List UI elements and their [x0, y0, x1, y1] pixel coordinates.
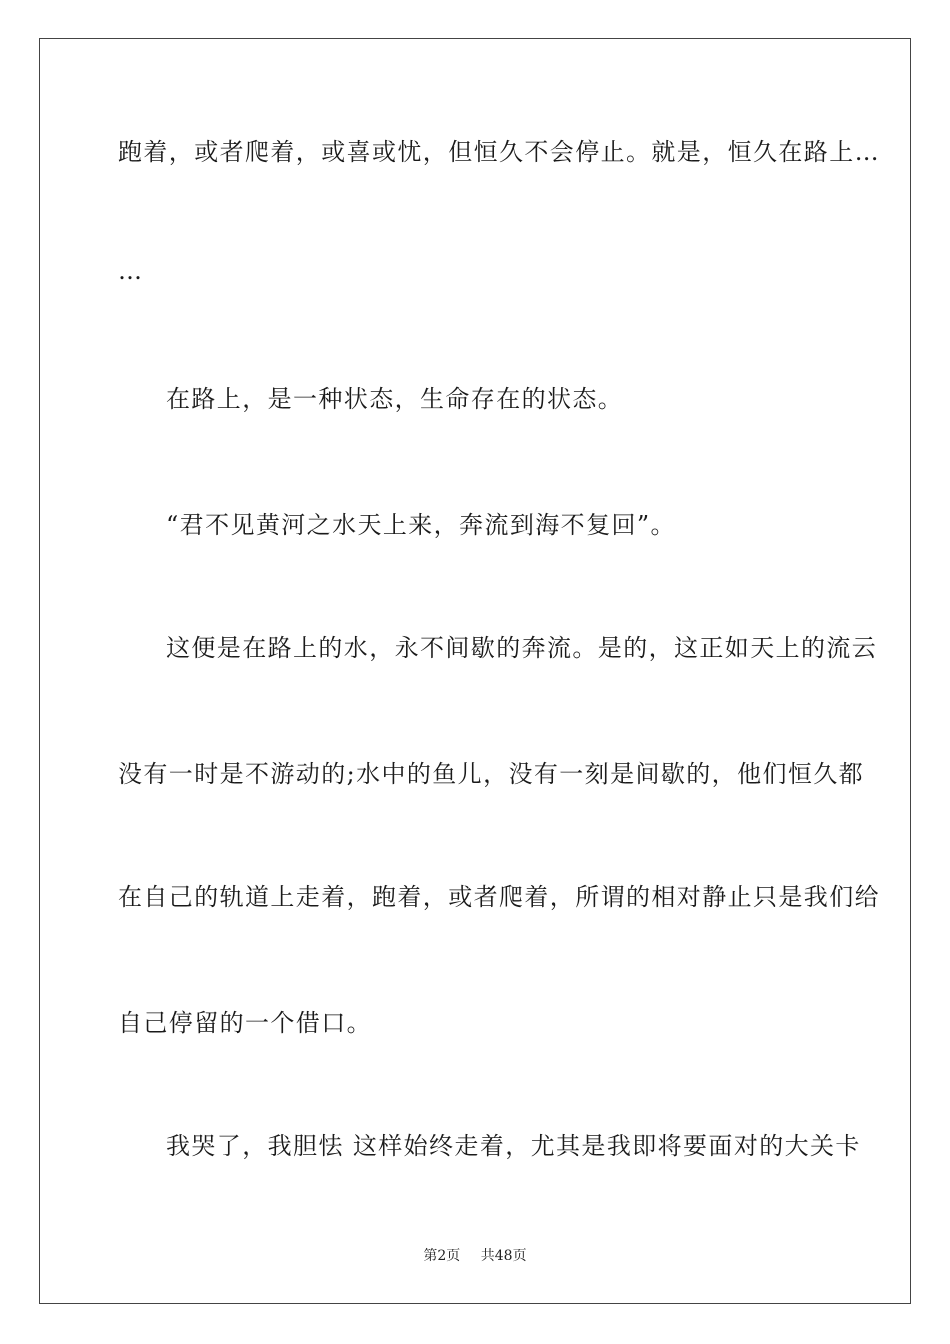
paragraph-line-2: …: [118, 257, 144, 285]
paragraph-line-4: “君不见黄河之水天上来，奔流到海不复回”。: [166, 511, 676, 539]
page-footer: [0, 1247, 950, 1265]
total-pages: 共48页: [480, 1248, 527, 1264]
paragraph-line-9: 我哭了，我胆怯 这样始终走着，尤其是我即将要面对的大关卡: [166, 1132, 861, 1160]
paragraph-line-1: 跑着，或者爬着，或喜或忧，但恒久不会停止。就是，恒久在路上…: [118, 138, 880, 166]
paragraph-line-7: 在自己的轨道上走着，跑着，或者爬着，所谓的相对静止只是我们给: [118, 883, 880, 911]
paragraph-line-3: 在路上，是一种状态，生命存在的状态。: [166, 385, 624, 413]
page-border: [39, 38, 911, 1304]
paragraph-line-6: 没有一时是不游动的;水中的鱼儿，没有一刻是间歇的，他们恒久都: [118, 760, 865, 788]
paragraph-line-5: 这便是在路上的水，永不间歇的奔流。是的，这正如天上的流云: [166, 634, 878, 662]
page-number: 第2页: [423, 1248, 461, 1264]
paragraph-line-8: 自己停留的一个借口。: [118, 1009, 372, 1037]
